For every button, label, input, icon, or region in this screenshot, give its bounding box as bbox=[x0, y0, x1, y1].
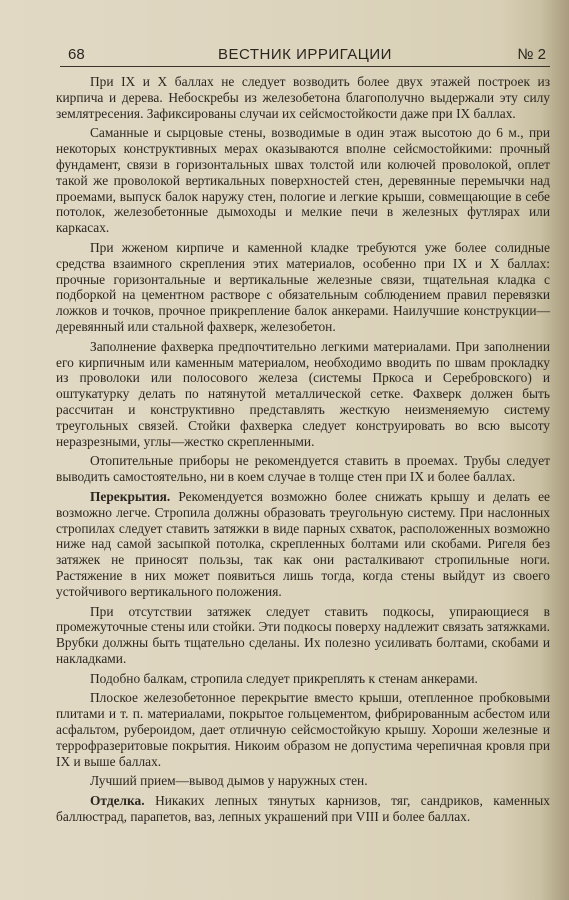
issue-number: № 2 bbox=[517, 46, 546, 63]
paragraph: Лучший прием—вывод дымов у наружных стен. bbox=[90, 773, 368, 789]
paragraph: Подобно балкам, стропила следует прикреплять к стенам анкерами. bbox=[90, 670, 478, 686]
paragraph: При жженом кирпиче и каменной кладке требуются уже более солидные средства взаимного скрепления этих материалов, особенно при IX и X баллах: прочные горизонтальные и вертикальные железные связи, тщательная кладка с подборкой на цементном растворе с обязательным соблюдением правил перевязки ложков и точков, прочное прикрепление балок анкерами. Наилучшие конструкции—деревянный или стальной фахверк, железобетон. bbox=[56, 239, 550, 334]
paragraph: Саманные и сырцовые стены, возводимые в один этаж высотою до 6 м., при некоторых конструктивных мерах оказываются вполне сейсмостойкими: прочный фундамент, связи в горизонтальных швах толстой или колючей проволокой, оплет такой же проволокой вертикальных поверхностей стен, деревянные перемычки над проемами, выпуск балок наружу стен, пологие и легкие крыши, совмещающие в себе потолок, железобетонные дымоходы и мелкие печи в железных футлярах или каркасах. bbox=[56, 125, 550, 236]
paragraph: Отделка. Никаких лепных тянутых карнизов, тяг, сандриков, каменных баллюстрад, парапетов, ваз, лепных украшений при VIII и более баллах. bbox=[56, 793, 550, 825]
section-heading: Отделка. bbox=[90, 793, 145, 809]
body-text bbox=[56, 74, 550, 894]
journal-title: ВЕСТНИК ИРРИГАЦИИ bbox=[218, 46, 392, 63]
page-number: 68 bbox=[68, 46, 85, 63]
paragraph: Отопительные приборы не рекомендуется ставить в проемах. Трубы следует выводить самостоятельно, ни в коем случае в толще стен при IX и более баллах. bbox=[56, 453, 550, 485]
paragraph: Перекрытия. Рекомендуется возможно более снижать крышу и делать ее возможно легче. Стропила должны образовать треугольную систему. При наслонных стропилах следует ставить затяжки в виде парных схваток, расположенных возможно ниже над самой засыпкой потолка, скрепленных болтами или скобами. Ригеля без затяжек не приносят пользы, так как они расталкивают стропильные ноги. Растяжение в них может появиться лишь тогда, когда стены выйдут из своего устойчивого вертикального положения. bbox=[56, 488, 550, 599]
section-heading: Перекрытия. bbox=[90, 488, 171, 504]
paragraph: Плоское железобетонное перекрытие вместо крыши, отепленное пробковыми плитами и т. п. материалами, покрытое гольцементом, фибрированным асбестом или асфальтом, рубероидом, дает отличную сейсмостойкую крышу. Хороши железные и террофразеритовые покрытия. Никоим образом не допустима черепичная кровля при IX и выше баллах. bbox=[56, 690, 550, 769]
paragraph: При IX и X баллах не следует возводить более двух этажей построек из кирпича и дерева. Небоскребы из железобетона благополучно выдержали эту силу землятресения. Зафиксированы случаи их сейсмостойкости даже при IX баллах. bbox=[56, 74, 550, 121]
paragraph: Заполнение фахверка предпочтительно легкими материалами. При заполнении его кирпичным или каменным материалом, необходимо вводить по швам прокладку из проволоки или полосового железа (системы Пркоса и Серебровского) и оштукатурку делать по натянутой металлической сетке. Фахверк должен быть рассчитан и конструктивно представлять жесткую неизменяемую систему треугольных связей. Стойки фахверка следует конструировать во всю высоту неразрезными, углы—жестко скрепленными. bbox=[56, 338, 550, 449]
running-header bbox=[60, 44, 550, 67]
paragraph: При отсутствии затяжек следует ставить подкосы, упирающиеся в промежуточные стены или стойки. Эти подкосы поверху надлежит связать затяжками. Врубки должны быть тщательно сделаны. Их полезно усиливать болтами, скобами и накладками. bbox=[56, 603, 550, 666]
